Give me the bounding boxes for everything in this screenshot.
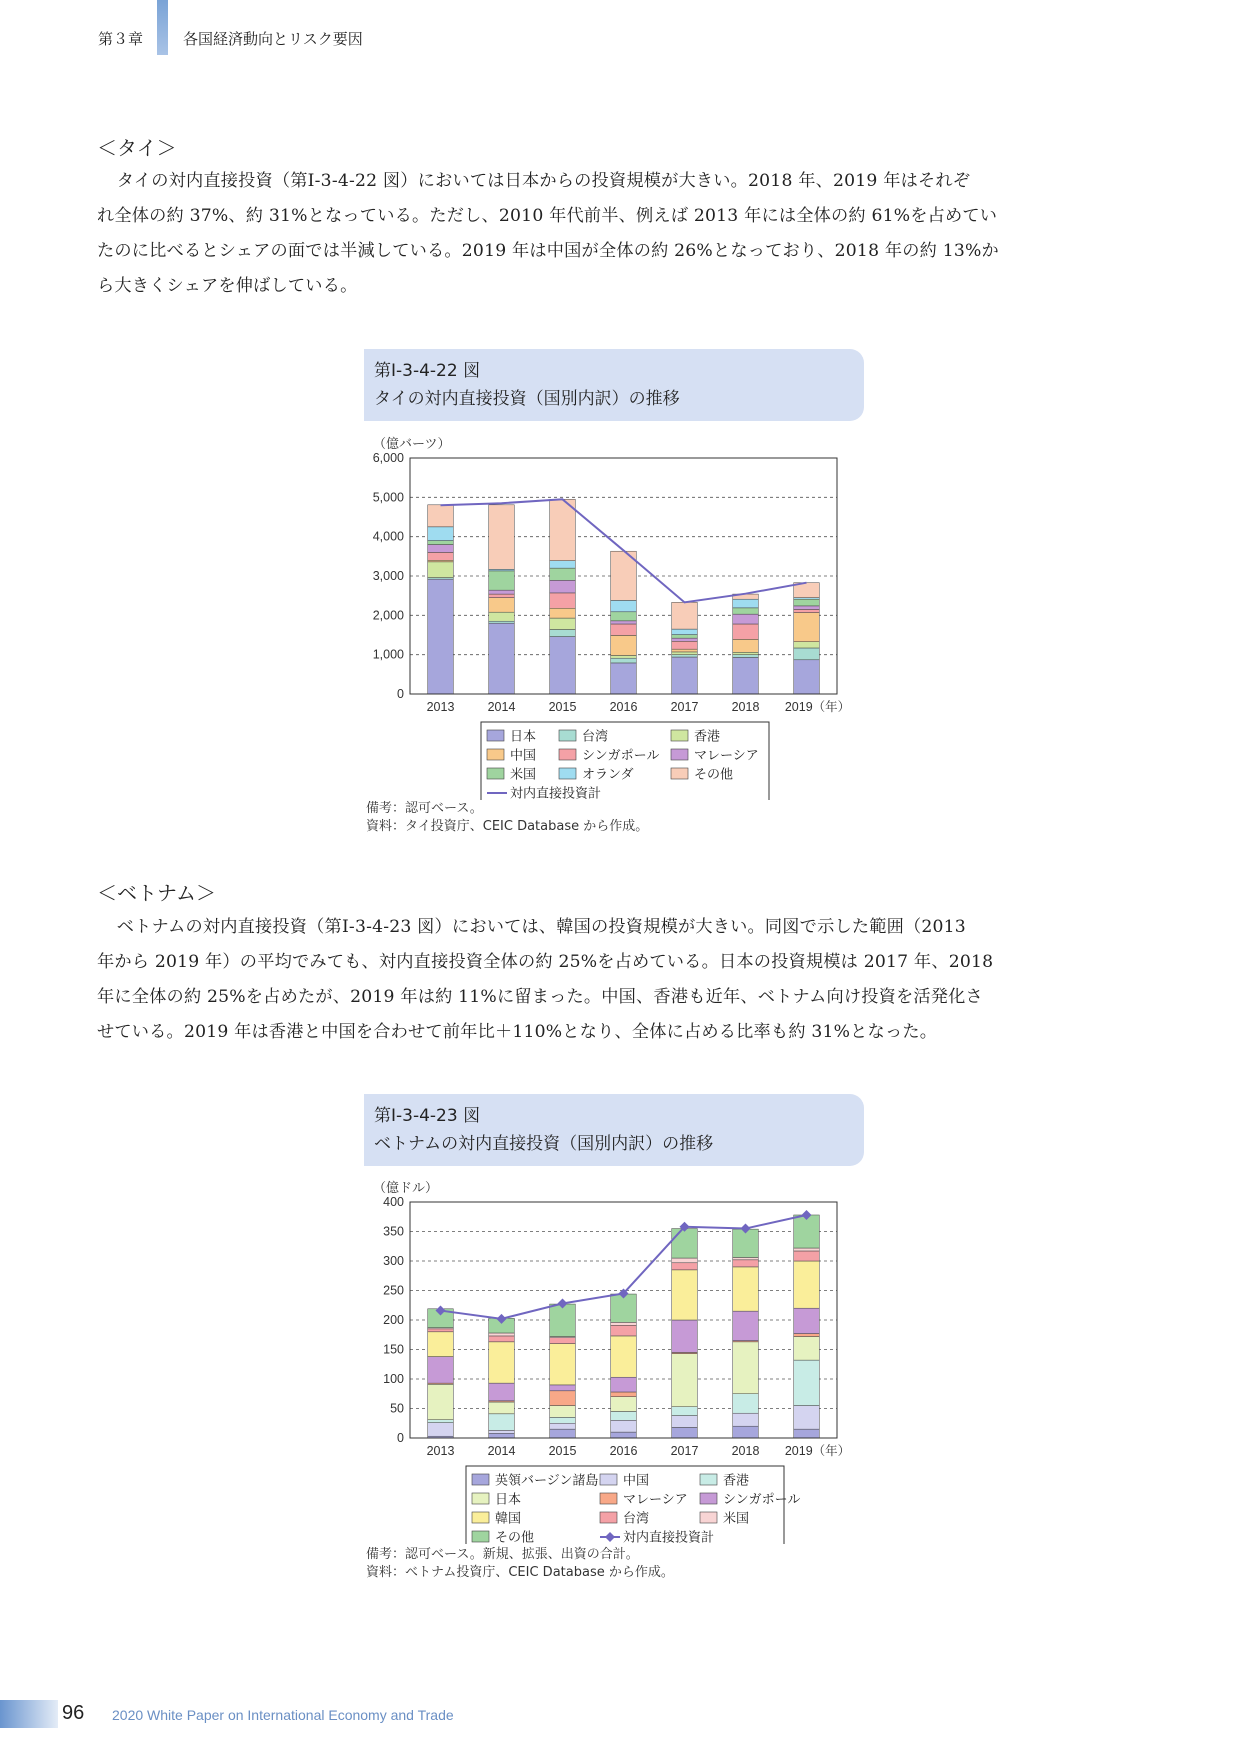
bar-segment xyxy=(550,1338,576,1344)
thailand-figure-title: タイの対内直接投資（国別内訳）の推移 xyxy=(374,389,680,409)
bar-segment xyxy=(428,1332,454,1357)
y-tick-label: 6,000 xyxy=(372,451,404,465)
page-number: 96 xyxy=(62,1702,85,1724)
legend-label: その他 xyxy=(694,766,734,782)
bar-segment xyxy=(611,658,637,663)
bar-segment xyxy=(489,571,515,590)
bar-segment xyxy=(550,629,576,636)
bar-segment xyxy=(428,541,454,545)
bar-segment xyxy=(733,1342,759,1394)
bar-segment xyxy=(489,505,515,570)
legend-label: シンガポール xyxy=(582,747,660,763)
bar-segment xyxy=(611,1420,637,1432)
bar-segment xyxy=(733,652,759,654)
bar-segment xyxy=(672,638,698,641)
thailand-note-1: 備考：認可ベース。 xyxy=(366,801,483,816)
bar-segment xyxy=(428,1384,454,1419)
vietnam-heading: ＜ベトナム＞ xyxy=(97,881,216,905)
bar-segment xyxy=(733,639,759,652)
legend-label: 対内直接投資計 xyxy=(623,1529,715,1544)
x-tick-label: 2013 xyxy=(426,700,455,714)
vietnam-note-2: 資料：ベトナム投資庁、CEIC Database から作成。 xyxy=(366,1565,674,1580)
bar-segment xyxy=(794,1406,820,1430)
x-tick-label: 2015 xyxy=(548,1444,577,1458)
bar-segment xyxy=(489,1333,515,1336)
bar-segment xyxy=(428,579,454,694)
y-tick-label: 150 xyxy=(383,1342,404,1357)
legend-swatch xyxy=(559,730,576,741)
bar-segment xyxy=(428,562,454,578)
bar-segment xyxy=(794,648,820,660)
legend-swatch xyxy=(671,768,688,779)
legend-swatch xyxy=(700,1493,717,1504)
bar-segment xyxy=(672,1263,698,1270)
legend-swatch xyxy=(487,768,504,779)
bar-segment xyxy=(611,1322,637,1325)
y-tick-label: 50 xyxy=(390,1401,404,1416)
bar-segment xyxy=(794,1337,820,1361)
bar-segment xyxy=(550,1344,576,1385)
y-tick-label: 400 xyxy=(383,1195,404,1209)
bar-segment xyxy=(428,527,454,541)
legend-swatch xyxy=(700,1474,717,1485)
bar-segment xyxy=(733,614,759,624)
vietnam-line-4: せている。2019 年は香港と中国を合わせて前年比＋110%となり、全体に占める比率も約 31%となった。 xyxy=(97,1022,938,1042)
bar-segment xyxy=(733,608,759,614)
bar-segment xyxy=(672,641,698,649)
bar-segment xyxy=(794,1308,820,1333)
chart-1-svg xyxy=(355,1172,875,1544)
thailand-line-2: れ全体の約 37%、約 31%となっている。ただし、2010 年代前半、例えば 2013 年には全体の約 61%を占めてい xyxy=(97,206,998,226)
bar-segment xyxy=(733,1394,759,1413)
bar-segment xyxy=(672,1416,698,1428)
bar-segment xyxy=(672,1229,698,1259)
bar-segment xyxy=(794,1360,820,1405)
bar-segment xyxy=(672,655,698,657)
x-tick-label: 2015 xyxy=(548,700,577,714)
bar-segment xyxy=(489,1433,515,1438)
bar-segment xyxy=(428,1357,454,1384)
y-tick-label: 5,000 xyxy=(372,490,404,505)
bar-segment xyxy=(672,1427,698,1438)
bar-segment xyxy=(428,1423,454,1437)
bar-segment xyxy=(733,1413,759,1426)
thailand-line-1: タイの対内直接投資（第Ⅰ-3-4-22 図）においては日本からの投資規模が大きい。2018 年、2019 年はそれぞ xyxy=(116,171,971,191)
bar-segment xyxy=(611,1336,637,1377)
legend-swatch xyxy=(600,1493,617,1504)
bar-segment xyxy=(794,1248,820,1251)
x-tick-label: 2014 xyxy=(487,1444,516,1458)
y-tick-label: 0 xyxy=(397,687,404,701)
bar-segment xyxy=(611,663,637,694)
y-tick-label: 300 xyxy=(383,1254,404,1268)
bar-segment xyxy=(672,1354,698,1407)
thailand-figure-title-box xyxy=(364,349,864,421)
y-unit-label: （億バーツ） xyxy=(373,436,451,451)
bar-segment xyxy=(611,612,637,621)
bar-segment xyxy=(733,624,759,639)
bar-segment xyxy=(550,593,576,608)
bar-segment xyxy=(733,1267,759,1311)
x-tick-label: 2014 xyxy=(487,700,516,714)
legend-swatch xyxy=(600,1474,617,1485)
thailand-notes xyxy=(366,800,648,836)
y-tick-label: 1,000 xyxy=(372,647,404,662)
vietnam-line-1: ベトナムの対内直接投資（第Ⅰ-3-4-23 図）においては、韓国の投資規模が大きい。同図で示した範囲（2013 xyxy=(116,917,966,937)
bar-segment xyxy=(672,602,698,629)
bar-segment xyxy=(794,609,820,612)
bar-segment xyxy=(550,561,576,568)
y-tick-label: 200 xyxy=(383,1313,404,1327)
x-tick-label: 2013 xyxy=(426,1444,455,1458)
header-accent-bar xyxy=(157,0,168,55)
bar-segment xyxy=(550,1423,576,1429)
bar-segment xyxy=(672,1320,698,1352)
bar-segment xyxy=(672,635,698,639)
bar-segment xyxy=(489,1383,515,1401)
legend-label: 米国 xyxy=(723,1510,750,1526)
legend-swatch xyxy=(559,768,576,779)
legend-label: シンガポール xyxy=(723,1491,801,1507)
bar-segment xyxy=(733,599,759,608)
vietnam-line-2: 年から 2019 年）の平均でみても、対内直接投資全体の約 25%を占めている。日本の投資規模は 2017 年、2018 xyxy=(97,952,994,972)
bar-segment xyxy=(550,1429,576,1438)
bar-segment xyxy=(550,580,576,593)
bar-segment xyxy=(794,606,820,610)
legend-label: 台湾 xyxy=(582,728,609,744)
bar-segment xyxy=(672,649,698,652)
vietnam-fdi-chart xyxy=(355,1172,875,1544)
bar-segment xyxy=(428,545,454,553)
legend-label: 日本 xyxy=(510,728,537,744)
legend-label: 対内直接投資計 xyxy=(510,785,602,800)
bar-segment xyxy=(550,1391,576,1406)
legend-swatch xyxy=(472,1531,489,1542)
legend-swatch xyxy=(472,1474,489,1485)
bar-segment xyxy=(794,1261,820,1308)
legend-swatch xyxy=(671,749,688,760)
bar-segment xyxy=(489,1414,515,1431)
bar-segment xyxy=(672,1407,698,1416)
bar-segment xyxy=(489,621,515,623)
bar-segment xyxy=(611,1377,637,1392)
bar-segment xyxy=(794,1429,820,1438)
bar-segment xyxy=(489,1402,515,1414)
bar-segment xyxy=(672,1258,698,1263)
bar-segment xyxy=(733,657,759,694)
vietnam-figure-title: ベトナムの対内直接投資（国別内訳）の推移 xyxy=(374,1134,714,1154)
bar-segment xyxy=(672,1270,698,1320)
thailand-figure-number: 第Ⅰ-3-4-22 図 xyxy=(374,361,481,381)
legend-swatch xyxy=(700,1512,717,1523)
legend-swatch xyxy=(487,749,504,760)
thailand-note-2: 資料：タイ投資庁、CEIC Database から作成。 xyxy=(366,819,649,834)
bar-segment xyxy=(489,1342,515,1383)
legend-swatch xyxy=(472,1493,489,1504)
y-tick-label: 350 xyxy=(383,1224,404,1239)
bar-segment xyxy=(733,1257,759,1259)
bar-segment xyxy=(733,655,759,658)
bar-segment xyxy=(794,613,820,642)
bar-segment xyxy=(550,637,576,694)
legend-swatch xyxy=(559,749,576,760)
x-tick-label: 2018 xyxy=(731,1444,760,1458)
footer-accent-band xyxy=(0,1700,58,1728)
bar-segment xyxy=(489,598,515,613)
legend-label: その他 xyxy=(495,1529,535,1544)
x-tick-label: 2016 xyxy=(609,700,638,714)
bar-segment xyxy=(611,635,637,655)
vietnam-notes xyxy=(366,1546,674,1582)
bar-segment xyxy=(733,1260,759,1267)
thailand-heading: ＜タイ＞ xyxy=(97,136,177,160)
y-tick-label: 3,000 xyxy=(372,569,404,583)
legend-label: マレーシア xyxy=(694,747,759,763)
thailand-line-3: たのに比べるとシェアの面では半減している。2019 年は中国が全体の約 26%となっており、2018 年の約 13%か xyxy=(97,241,999,261)
bar-segment xyxy=(550,499,576,560)
legend-label: 日本 xyxy=(495,1491,522,1507)
y-tick-label: 250 xyxy=(383,1283,404,1298)
bar-segment xyxy=(794,599,820,606)
page-header xyxy=(0,0,1241,55)
bar-segment xyxy=(428,1420,454,1423)
chapter-title: 各国経済動向とリスク要因 xyxy=(183,30,363,48)
legend-swatch xyxy=(472,1512,489,1523)
vietnam-line-3: 年に全体の約 25%を占めたが、2019 年は約 11%に留まった。中国、香港も近年、ベトナム向け投資を活発化さ xyxy=(97,987,983,1007)
x-tick-label: 2019（年） xyxy=(784,1444,851,1458)
x-tick-label: 2017 xyxy=(670,1444,699,1458)
bar-segment xyxy=(489,1336,515,1342)
bar-segment xyxy=(672,652,698,655)
legend-swatch xyxy=(600,1512,617,1523)
bar-segment xyxy=(428,552,454,560)
bar-segment xyxy=(489,623,515,694)
legend-swatch xyxy=(671,730,688,741)
bar-segment xyxy=(489,612,515,621)
thailand-fdi-chart xyxy=(355,428,875,800)
chart-0-svg xyxy=(355,428,875,800)
x-tick-label: 2019（年） xyxy=(784,700,851,714)
legend-label: 台湾 xyxy=(623,1510,650,1526)
legend-label: 香港 xyxy=(723,1472,750,1488)
x-tick-label: 2016 xyxy=(609,1444,638,1458)
bar-segment xyxy=(550,1304,576,1336)
chapter-label: 第３章 xyxy=(98,30,144,48)
legend-label: 香港 xyxy=(694,728,721,744)
y-tick-label: 0 xyxy=(397,1431,404,1445)
bar-segment xyxy=(550,618,576,629)
x-tick-label: 2018 xyxy=(731,700,760,714)
bar-segment xyxy=(611,655,637,658)
y-tick-label: 4,000 xyxy=(372,529,404,544)
bar-segment xyxy=(794,642,820,648)
bar-segment xyxy=(611,1325,637,1336)
bar-segment xyxy=(489,594,515,598)
bar-segment xyxy=(550,1406,576,1418)
x-tick-label: 2017 xyxy=(670,700,699,714)
bar-segment xyxy=(428,505,454,527)
bar-segment xyxy=(611,621,637,624)
bar-segment xyxy=(611,1397,637,1412)
vietnam-note-1: 備考：認可ベース。新規、拡張、出資の合計。 xyxy=(366,1547,639,1562)
legend-swatch xyxy=(487,730,504,741)
legend-label: 中国 xyxy=(623,1472,650,1488)
bar-segment xyxy=(672,657,698,694)
legend-label: 中国 xyxy=(510,747,537,763)
bar-segment xyxy=(550,1385,576,1391)
bar-segment xyxy=(733,1311,759,1341)
footer-title: 2020 White Paper on International Economy and Trade xyxy=(112,1707,454,1723)
y-tick-label: 100 xyxy=(383,1372,404,1386)
bar-segment xyxy=(550,568,576,580)
thailand-line-4: ら大きくシェアを伸ばしている。 xyxy=(97,276,358,296)
bar-segment xyxy=(794,1334,820,1337)
legend-label: オランダ xyxy=(582,766,634,782)
bar-segment xyxy=(611,1432,637,1438)
legend-label: 米国 xyxy=(510,766,537,782)
bar-segment xyxy=(489,590,515,594)
vietnam-figure-title-box xyxy=(364,1094,864,1166)
bar-segment xyxy=(794,660,820,694)
bar-segment xyxy=(733,1426,759,1438)
bar-segment xyxy=(611,1411,637,1420)
bar-segment xyxy=(489,1430,515,1433)
bar-segment xyxy=(611,600,637,611)
legend-label: マレーシア xyxy=(623,1491,688,1507)
vietnam-paragraph xyxy=(97,910,1142,1050)
thailand-paragraph xyxy=(97,164,1142,304)
vietnam-figure-number: 第Ⅰ-3-4-23 図 xyxy=(374,1106,481,1126)
bar-segment xyxy=(672,629,698,635)
legend-label: 英領バージン諸島 xyxy=(495,1472,599,1488)
bar-segment xyxy=(550,608,576,618)
bar-segment xyxy=(611,624,637,635)
bar-segment xyxy=(428,1329,454,1332)
legend-label: 韓国 xyxy=(495,1510,522,1526)
y-tick-label: 2,000 xyxy=(372,608,404,623)
bar-segment xyxy=(550,1417,576,1423)
y-unit-label: （億ドル） xyxy=(373,1180,439,1195)
bar-segment xyxy=(794,1251,820,1261)
bar-segment xyxy=(611,1392,637,1397)
